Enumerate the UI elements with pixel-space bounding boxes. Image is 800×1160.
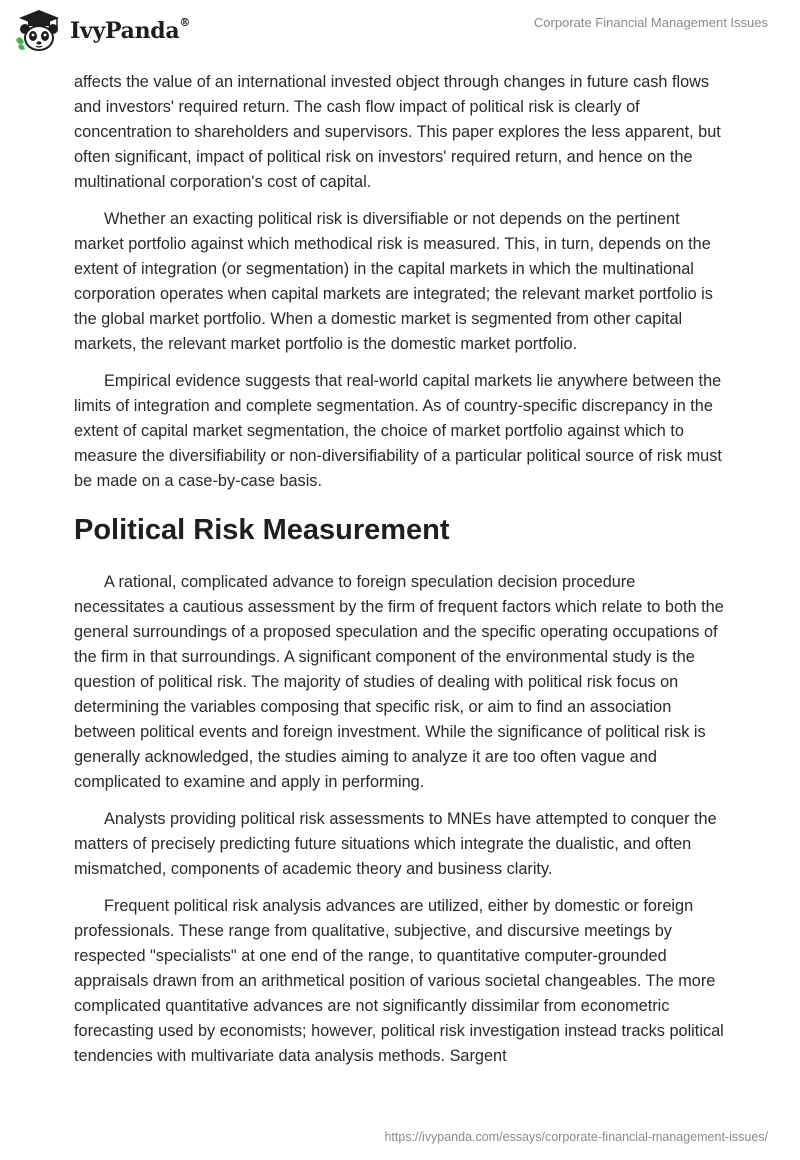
panda-graduate-icon bbox=[14, 8, 64, 54]
paragraph: Frequent political risk analysis advances are utilized, either by domestic or foreign professionals. These range from qualitative, subjective, and discursive meetings by respected "specialists" at one end of the range, to quantitative computer-grounded appraisals drawn from an arithmetical position of various societal changeables. The more complicated quantitative advances are not significantly dissimilar from econometric forecasting used by economists; however, political risk investigation instead tracks political tendencies with multivariate data analysis methods. Sargent bbox=[74, 897, 724, 1065]
brand-name: IvyPanda® bbox=[70, 16, 191, 44]
document-title: Corporate Financial Management Issues bbox=[533, 15, 768, 30]
paragraph: Analysts providing political risk assessments to MNEs have attempted to conquer the matters of precisely predicting future situations which integrate the dualistic, and often mismatched, components of academic theory and business clarity. bbox=[74, 810, 717, 878]
essay-body bbox=[74, 70, 726, 1081]
paragraph: A rational, complicated advance to foreign speculation decision procedure necessitates a cautious assessment by the firm of frequent factors which relate to both the general surroundings of a proposed speculation and the specific operating occupations of the firm in that surroundings. A significant component of the environmental study is the question of political risk. The majority of studies of dealing with political risk focus on determining the variables composing that specific risk, or aim to find an association between political events and foreign investment. While the significance of political risk is generally acknowledged, the studies aiming to analyze it are too often vague and complicated to examine and apply in performing. bbox=[74, 573, 724, 791]
registered-mark: ® bbox=[179, 16, 191, 29]
paragraph: Empirical evidence suggests that real-world capital markets lie anywhere between the limits of integration and complete segmentation. As of country-specific discrepancy in the extent of capital market segmentation, the choice of market portfolio against which to measure the diversifiability or non-diversifiability of a particular political source of risk must be made on a case-by-case basis. bbox=[74, 372, 722, 490]
source-url[interactable]: https://ivypanda.com/essays/corporate-financial-management-issues/ bbox=[384, 1130, 768, 1144]
section-heading: Political Risk Measurement bbox=[74, 514, 450, 546]
page-header bbox=[0, 0, 800, 64]
ivypanda-logo[interactable] bbox=[14, 8, 190, 54]
paragraph: Whether an exacting political risk is diversifiable or not depends on the pertinent market portfolio against which methodical risk is measured. This, in turn, depends on the extent of integration (or segmentation) in the capital markets in which the multinational corporation operates when capital markets are integrated; the relevant market portfolio is the global market portfolio. When a domestic market is segmented from other capital markets, the relevant market portfolio is the domestic market portfolio. bbox=[74, 210, 713, 353]
paragraph: affects the value of an international invested object through changes in future cash flows and investors' required return. The cash flow impact of political risk is clearly of concentration to shareholders and supervisors. This paper explores the less apparent, but often significant, impact of political risk on investors' required return, and hence on the multinational corporation's cost of capital. bbox=[74, 73, 721, 191]
